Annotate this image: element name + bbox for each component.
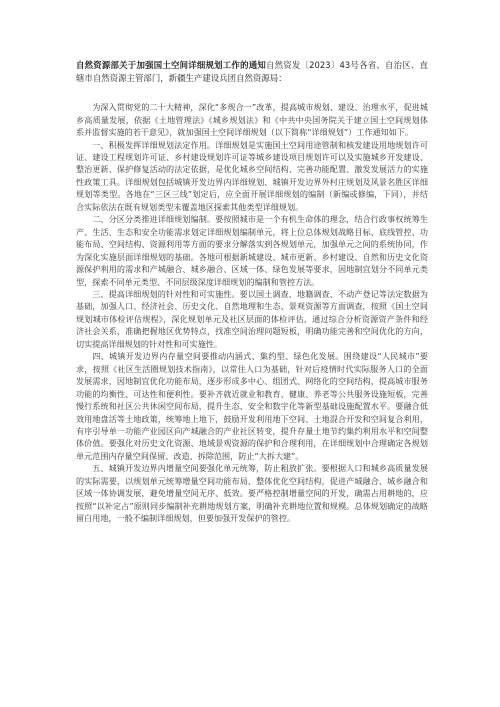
document-page [76, 59, 428, 525]
notice-title: 自然资源部关于加强国土空间详细规划工作的通知 [76, 60, 266, 70]
section-5-paragraph: 五、城镇开发边界内增量空间要强化单元统筹，防止粗放扩张。要根据人口和城乡高质量发展的实际需要，以规划单元统筹增量空间功能布局、整体优化空间结构，促进产城融合、城乡融合和区域一体协调发展，避免增量空间无序、低效。要严格控制增量空间的开发，确需占用耕地的，应按照“以补定占”原则同步编制补充耕地规划方案，明确补充耕地位置和规模。总体规划确定的战略留白用地，一般不编制详细规划，但要加强开发保护的管控。 [76, 463, 428, 524]
section-1-paragraph: 一、积极发挥详细规划法定作用。详细规划是实施国土空间用途管制和核发建设用地规划许可证、建设工程规划许可证、乡村建设规划许可证等城乡建设项目规划许可以及实施城乡开发建设、整治更新、保护修复活动的法定依据，是优化城乡空间结构、完善功能配置、激发发展活力的实施性政策工具。详细规划包括城镇开发边界内详细规划、城镇开发边界外村庄规划及风景名胜区详细规划等类型。各地在“三区三线”划定后，应全面开展详细规划的编制（新编或修编，下同），并结合实际依法在既有规划类型未覆盖地区探索其他类型详细规划。 [76, 139, 428, 212]
intro-paragraph: 为深入贯彻党的二十大精神，深化“多规合一”改革，提高城市规划、建设、治理水平，促进城乡高质量发展，依据《土地管理法》《城乡规划法》和《中共中央国务院关于建立国土空间规划体系并监督实施的若干意见》，就加强国土空间详细规划（以下简称“详细规划”）工作通知如下。 [76, 102, 428, 138]
document-number-and-recipients: 自然资发〔2023〕43号各省、自治区、直辖市自然资源主管部门，新疆生产建设兵团自然资源局： [76, 60, 428, 83]
section-4-paragraph: 四、城镇开发边界内存量空间要推动内涵式、集约型、绿色化发展。围绕建设“人民城市”要求，按照《社区生活圈规划技术指南》，以常住人口为基础，针对后疫情时代实际服务人口的全面发展需求，因地制宜优化功能布局，逐步形成多中心、组团式、网络化的空间结构，提高城市服务功能的均衡性、可达性和便利性。要补齐就近就业和教育、健康、养老等公共服务设施短板，完善慢行系统和社区公共休闲空间布局，提升生态、安全和数字化等新型基础设施配置水平。要融合低效用地盘活等土地政策，统筹地上地下，鼓励开发利用地下空间、土地混合开发和空间复合利用，有序引导单一功能产业园区向产城融合的产业社区转变，提升存量土地节约集约利用水平和空间整体价值。要强化对历史文化资源、地域景观资源的保护和合理利用，在详细规划中合理确定各规划单元范围内存量空间保留、改造、拆除范围，防止“大拆大建”。 [76, 351, 428, 461]
section-3-paragraph: 三、提高详细规划的针对性和可实施性。要以国土调查、地籍调查、不动产登记等法定数据为基础，加强人口、经济社会、历史文化、自然地理和生态、景观资源等方面调查，按照《国土空间规划城市体检评估规程》，深化规划单元及社区层面的体检评估，通过综合分析资源资产条件和经济社会关系，准确把握地区优势特点，找准空间治理问题短板，明确功能完善和空间优化的方向，切实提高详细规划的针对性和可实施性。 [76, 288, 428, 349]
section-2-paragraph: 二、分区分类推进详细规划编制。要按照城市是一个有机生命体的理念，结合行政事权统筹生产、生活、生态和安全功能需求划定详细规划编制单元，将上位总体规划战略目标、底线管控、功能布局、空间结构、资源利用等方面的要求分解落实到各规划单元，加强单元之间的系统协同，作为深化实施层面详细规划的基础。各地可根据新城建设、城市更新、乡村建设、自然和历史文化资源保护利用的需求和产城融合、城乡融合、区域一体、绿色发展等要求，因地制宜划分不同单元类型，探索不同单元类型、不同层级深度详细规划的编制和管控方法。 [76, 214, 428, 287]
document-title [76, 59, 428, 84]
